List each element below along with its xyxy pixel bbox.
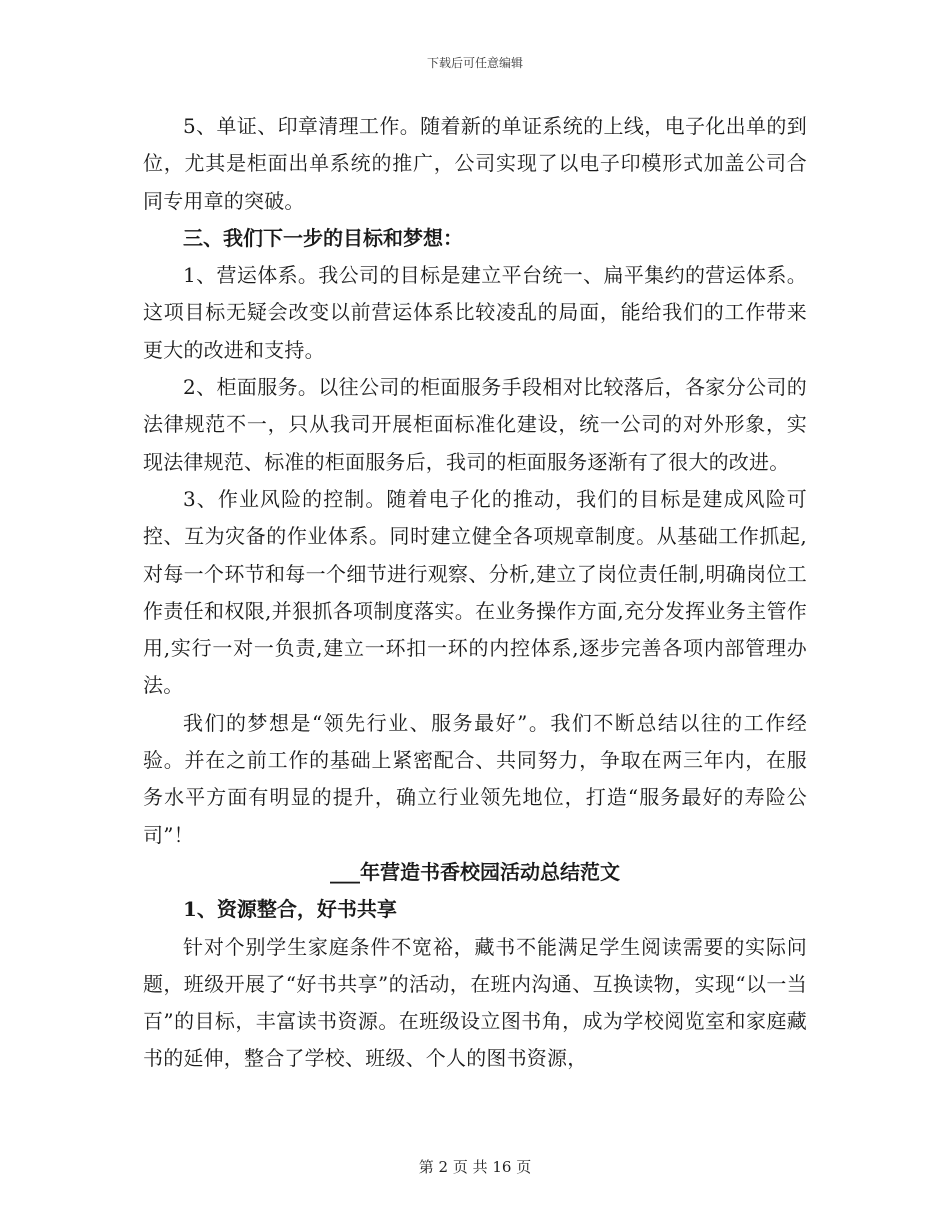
paragraph-dream: 我们的梦想是“领先行业、服务最好”。我们不断总结以往的工作经验。并在之前工作的基础上紧密配合、共同努力，争取在两三年内，在服务水平方面有明显的提升，确立行业领先地位，打造“服务最好的寿险公司”！ [143, 710, 807, 847]
paragraph-operations-system: 1、营运体系。我公司的目标是建立平台统一、扁平集约的营运体系。这项目标无疑会改变以前营运体系比较凌乱的局面，能给我们的工作带来更大的改进和支持。 [143, 263, 807, 362]
paragraph-item-5: 5、单证、印章清理工作。随着新的单证系统的上线，电子化出单的到位，尤其是柜面出单系统的推广，公司实现了以电子印模形式加盖公司合同专用章的突破。 [143, 114, 807, 213]
section-heading-3: 三、我们下一步的目标和梦想： [183, 225, 463, 250]
paragraph-risk-control: 3、作业风险的控制。随着电子化的推动，我们的目标是建成风险可控、互为灾备的作业体系。同时建立健全各项规章制度。从基础工作抓起,对每一个环节和每一个细节进行观察、分析,建立了岗位责任制,明确岗位工作责任和权限,并狠抓各项制度落实。在业务操作方面,充分发挥业务主管作用,实行一对一负责,建立一环扣一环的内控体系,逐步完善各项内部管理办法。 [143, 486, 807, 698]
paragraph-counter-service: 2、柜面服务。以往公司的柜面服务手段相对比较落后，各家分公司的法律规范不一，只从我司开展柜面标准化建设，统一公司的对外形象，实现法律规范、标准的柜面服务后，我司的柜面服务逐渐有了很大的改进。 [143, 375, 807, 474]
page-footer: 第 2 页 共 16 页 [418, 1158, 532, 1176]
paragraph-book-sharing: 针对个别学生家庭条件不宽裕，藏书不能满足学生阅读需要的实际问题，班级开展了“好书共享”的活动，在班内沟通、互换读物，实现“以一当百”的目标，丰富读书资源。在班级设立图书角，成为学校阅览室和家庭藏书的延伸，整合了学校、班级、个人的图书资源， [143, 934, 807, 1071]
subsection-heading-1: 1、资源整合，好书共享 [183, 897, 397, 922]
document-body [143, 108, 807, 1078]
header-note: 下载后可任意编辑 [426, 56, 523, 70]
article-title: ___年营造书香校园活动总结范文 [330, 859, 620, 884]
